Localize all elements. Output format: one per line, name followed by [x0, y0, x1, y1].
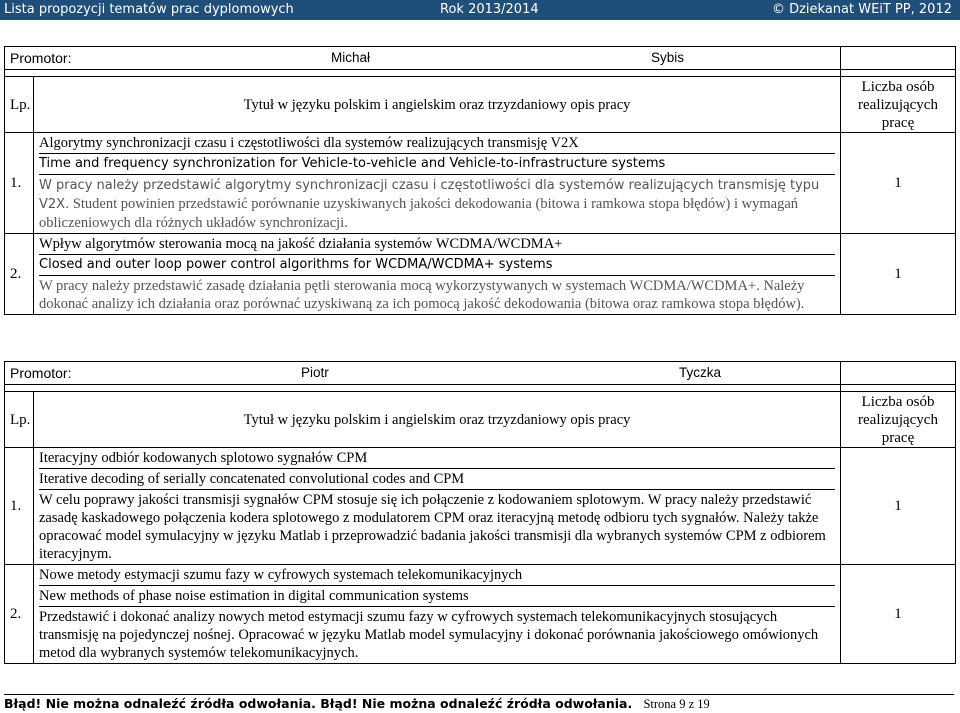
- promotor-row: [5, 362, 956, 385]
- page-header-bar: [0, 0, 960, 20]
- topic-title-polish: Iteracyjny odbiór kodowanych splotowo sygnałów CPM: [39, 448, 835, 469]
- table-row: [5, 234, 956, 315]
- student-count: 1: [841, 565, 956, 664]
- topic-title-polish: Nowe metody estymacji szumu fazy w cyfrowych systemach telekomunikacyjnych: [39, 565, 835, 586]
- column-header-count: Liczba osób realizujących pracę: [841, 392, 956, 448]
- header-academic-year: Rok 2013/2014: [440, 2, 539, 17]
- row-number: 2.: [5, 234, 34, 315]
- topic-description: W celu poprawy jakości transmisji sygnałów CPM stosuje się ich połączenie z kodowaniem splotowym. W pracy należy przedstawić zasadę kaskadowego połączenia kodera splotowego z modulatorem CPM oraz iteracyjną metodę odbioru tych sygnałów. Należy także opracować model symulacyjny w języku Matlab i przeprowadzić badania jakości transmisji dla wybranych systemów CPM z odbiorem iteracyjnym.: [39, 492, 826, 562]
- promotor-first-name: Michał: [331, 50, 371, 65]
- row-number: 1.: [5, 448, 34, 565]
- topic-description: Przedstawić i dokonać analizy nowych metod estymacji szumu fazy w cyfrowych systemach telekomunikacyjnych stosujących transmisję na pojedynczej nośnej. Opracować w języku Matlab model symulacyjny i dokonać porównania jakościowego omówionych metod dla wybranych systemów telekomunikacyjnych.: [39, 609, 819, 661]
- promotor-last-name: Sybis: [651, 50, 685, 65]
- row-number: 1.: [5, 133, 34, 234]
- student-count: 1: [841, 234, 956, 315]
- promotor-label: Promotor:: [10, 49, 72, 66]
- promotor-first-name: Piotr: [301, 365, 329, 380]
- topic-title-polish: Wpływ algorytmów sterowania mocą na jakość działania systemów WCDMA/WCDMA+: [39, 234, 835, 255]
- column-header-lp: Lp.: [5, 77, 34, 133]
- topics-table-sybis: [4, 46, 956, 315]
- topic-description-part1: W pracy należy przedstawić zasadę działania pętli sterowania mocą wykorzystywanych w systemach WCDMA/WCDMA+.: [39, 278, 760, 294]
- page-footer: [4, 694, 954, 713]
- table-header-row: [5, 392, 956, 448]
- promotor-label: Promotor:: [10, 364, 72, 381]
- topic-title-english: Time and frequency synchronization for Vehicle-to-vehicle and Vehicle-to-infrastructure systems: [39, 154, 835, 175]
- student-count: 1: [841, 133, 956, 234]
- promotor-row: [5, 47, 956, 70]
- table-row: [5, 448, 956, 565]
- header-document-title: Lista propozycji tematów prac dyplomowych: [4, 2, 294, 17]
- topic-description-part1: W pracy należy przedstawić algorytmy synchronizacji czasu i częstotliwości dla systemów realizujących transmisję typu V2X.: [39, 178, 820, 212]
- student-count: 1: [841, 448, 956, 565]
- topic-title-english: Iterative decoding of serially concatenated convolutional codes and CPM: [39, 469, 835, 490]
- column-header-title: Tytuł w języku polskim i angielskim oraz trzyzdaniowy opis pracy: [34, 392, 841, 448]
- footer-page-number: Strona 9 z 19: [643, 697, 710, 711]
- topic-title-english: Closed and outer loop power control algorithms for WCDMA/WCDMA+ systems: [39, 255, 835, 276]
- topic-description-part2: Należy dokonać analizy ich działania oraz porównać uzyskiwaną za ich pomocą jakość dekodowania (bitowa oraz ramkowa stopa błędów).: [39, 278, 805, 312]
- topic-title-english: New methods of phase noise estimation in digital communication systems: [39, 586, 835, 607]
- table-row: [5, 133, 956, 234]
- topics-table-tyczka: [4, 361, 956, 664]
- footer-reference-error: Błąd! Nie można odnaleźć źródła odwołania. Błąd! Nie można odnaleźć źródła odwołania.: [4, 696, 633, 711]
- topic-description-part2: Student powinien przedstawić porównanie uzyskiwanych jakości dekodowania (bitowa i ramkowa stopa błędów) i wymagań obliczeniowych dla różnych układów synchronizacji.: [39, 196, 799, 231]
- column-header-count: Liczba osób realizujących pracę: [841, 77, 956, 133]
- promotor-last-name: Tyczka: [679, 365, 722, 380]
- topic-title-polish: Algorytmy synchronizacji czasu i częstotliwości dla systemów realizujących transmisję V2X: [39, 133, 835, 154]
- table-row: [5, 565, 956, 664]
- column-header-title: Tytuł w języku polskim i angielskim oraz trzyzdaniowy opis pracy: [34, 77, 841, 133]
- table-header-row: [5, 77, 956, 133]
- header-copyright: © Dziekanat WEiT PP, 2012: [771, 2, 952, 17]
- row-number: 2.: [5, 565, 34, 664]
- column-header-lp: Lp.: [5, 392, 34, 448]
